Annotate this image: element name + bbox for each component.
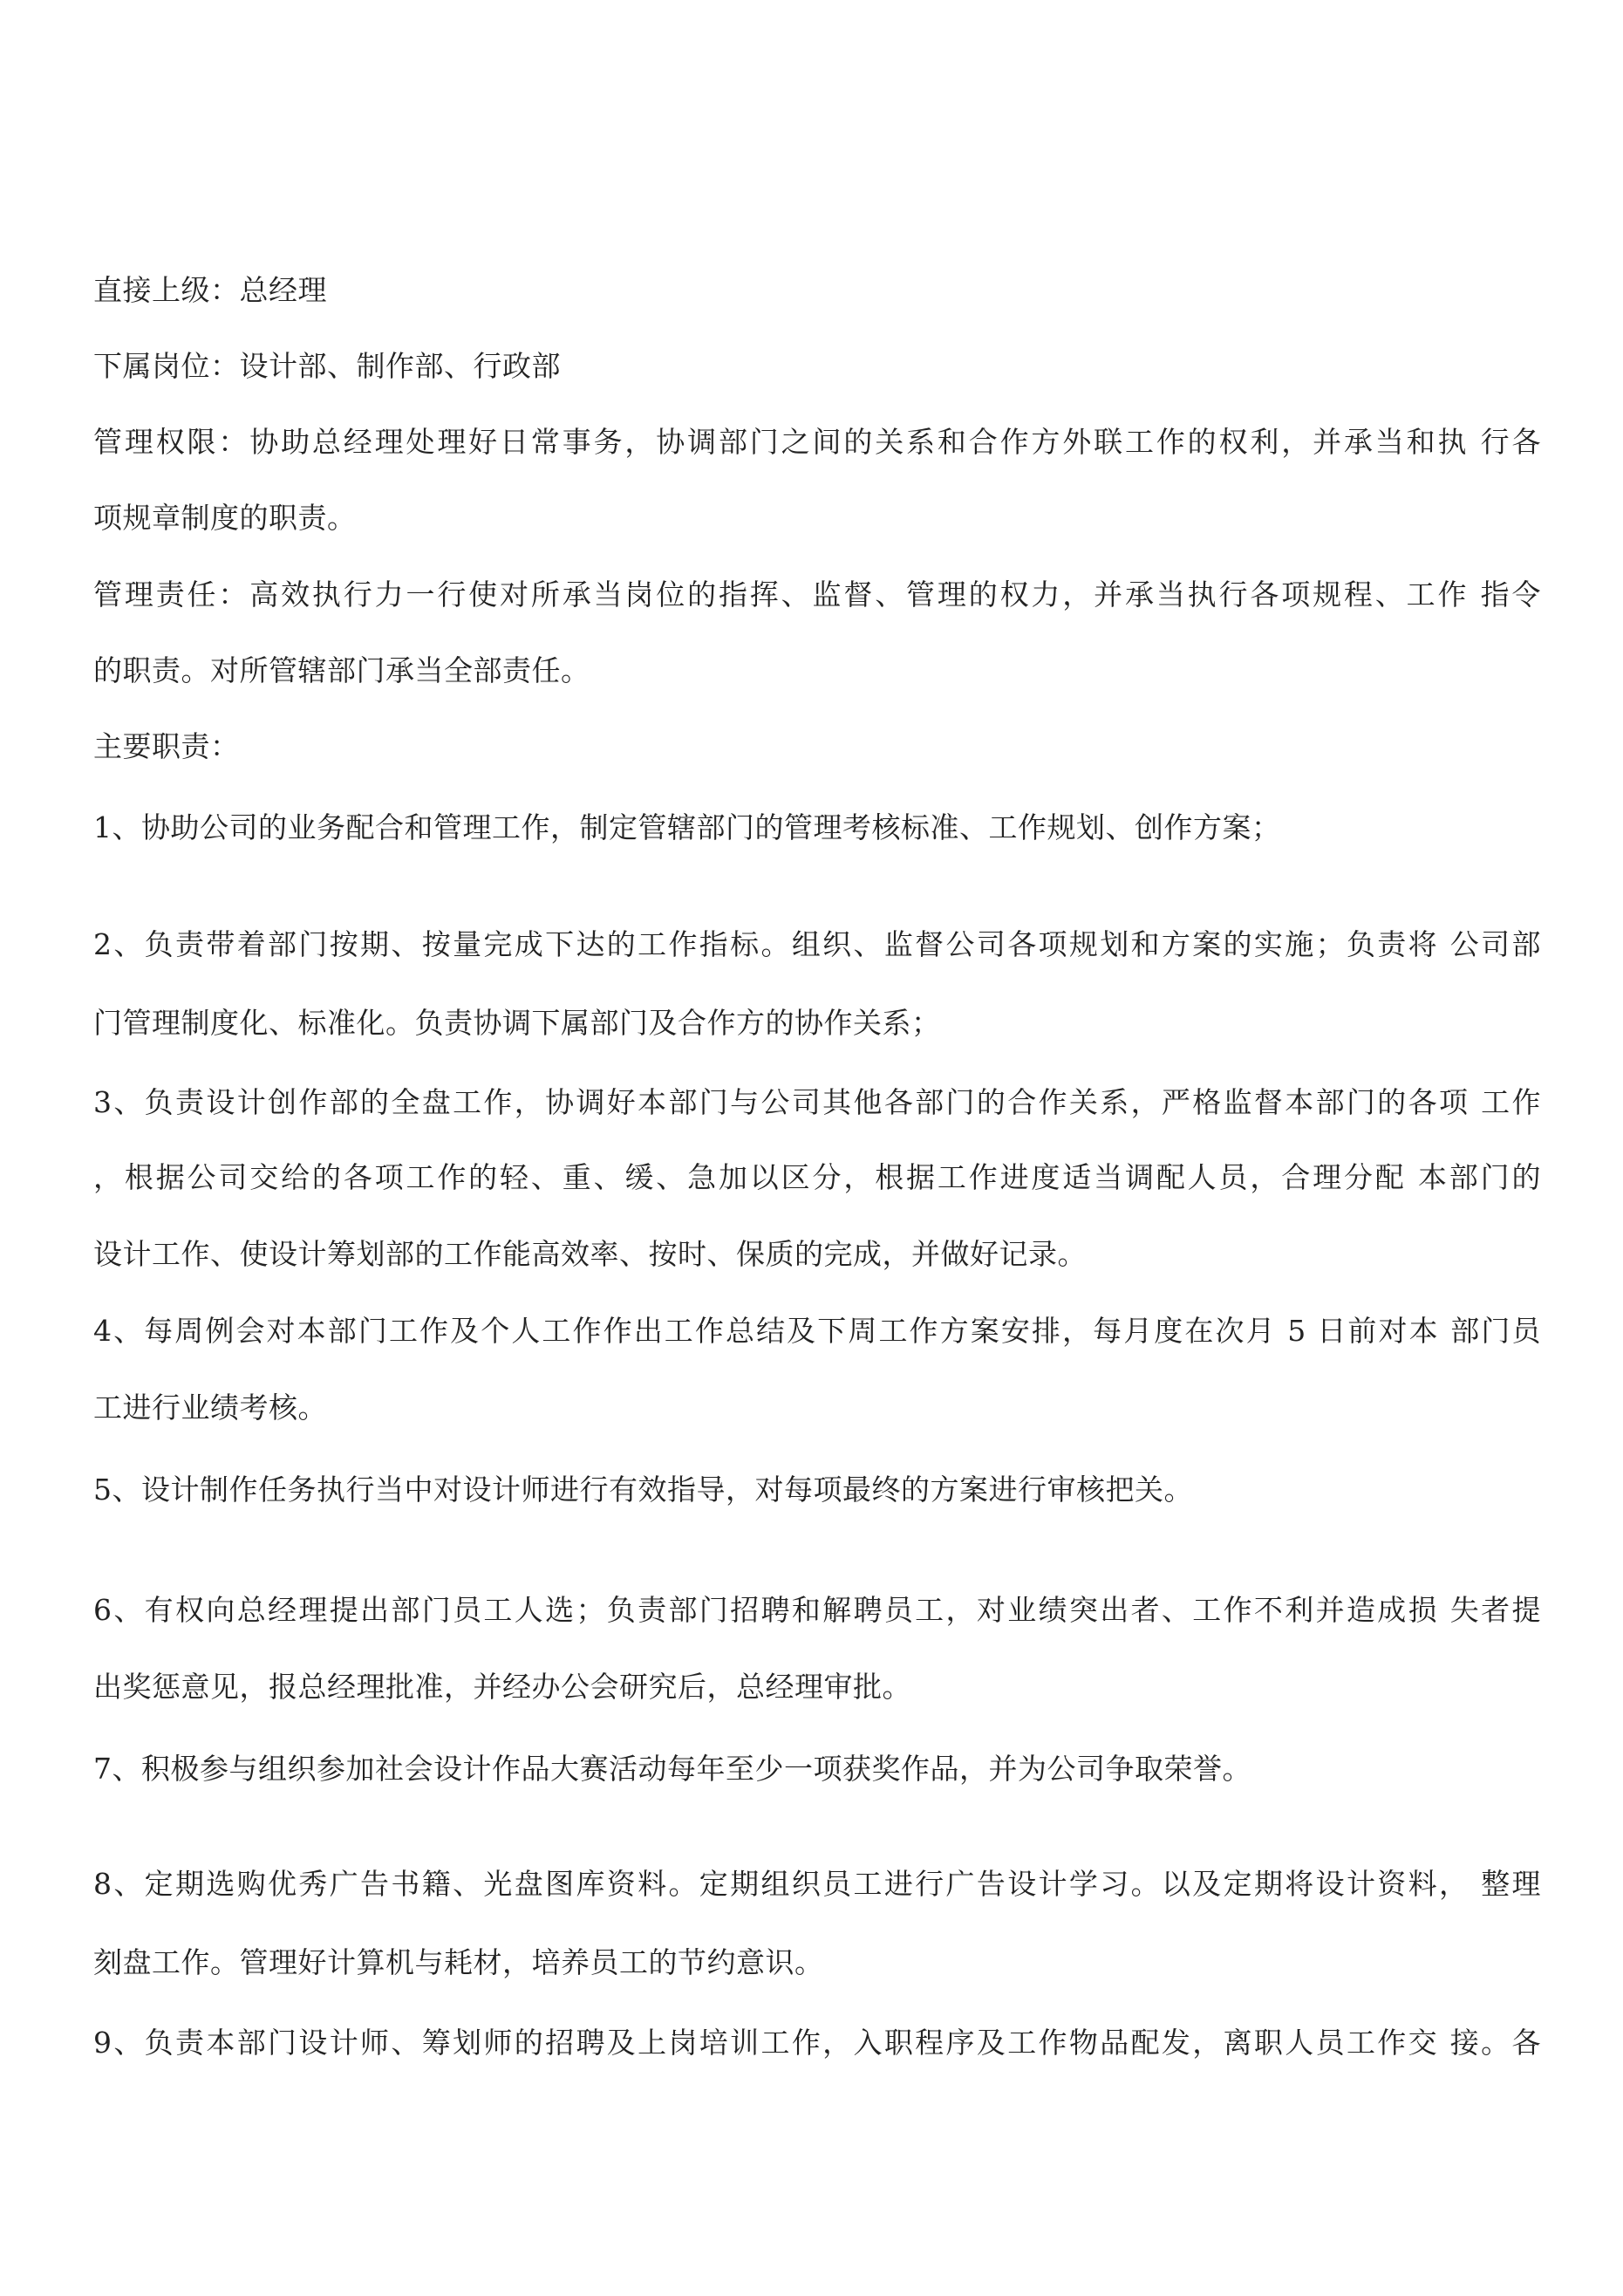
line-duty-3c: 设计工作、使设计筹划部的工作能高效率、按时、保质的完成，并做好记录。 — [93, 1237, 1087, 1271]
line-duty-2b: 门管理制度化、标准化。负责协调下属部门及合作方的协作关系； — [93, 1006, 941, 1040]
line-main-duties-heading: 主要职责： — [93, 729, 240, 763]
line-duty-7: 7、积极参与组织参加社会设计作品大赛活动每年至少一项获奖作品，并为公司争取荣誉。 — [93, 1752, 1251, 1786]
line-duty-2a: 2、负责带着部门按期、按量完成下达的工作指标。组织、监督公司各项规划和方案的实施；负责将 公司部 — [93, 927, 1541, 961]
line-management-responsibility-2: 的职责。对所管辖部门承当全部责任。 — [93, 653, 590, 687]
line-management-authority-2: 项规章制度的职责。 — [93, 501, 357, 535]
line-management-responsibility-1: 管理责任：高效执行力一行使对所承当岗位的指挥、监督、管理的权力，并承当执行各项规程、工作 指令 — [93, 577, 1541, 612]
line-duty-1: 1、协助公司的业务配合和管理工作，制定管辖部门的管理考核标准、工作规划、创作方案； — [93, 810, 1281, 844]
line-duty-4b: 工进行业绩考核。 — [93, 1391, 327, 1425]
line-duty-3b: ，根据公司交给的各项工作的轻、重、缓、急加以区分，根据工作进度适当调配人员，合理分配 本部门的 — [93, 1160, 1541, 1194]
line-duty-8b: 刻盘工作。管理好计算机与耗材，培养员工的节约意识。 — [93, 1945, 824, 1979]
line-duty-8a: 8、定期选购优秀广告书籍、光盘图库资料。定期组织员工进行广告设计学习。以及定期将设计资料， 整理 — [93, 1867, 1541, 1901]
line-duty-3a: 3、负责设计创作部的全盘工作，协调好本部门与公司其他各部门的合作关系，严格监督本部门的各项 工作 — [93, 1085, 1541, 1119]
line-duty-6b: 出奖惩意见，报总经理批准，并经办公会研究后，总经理审批。 — [93, 1670, 911, 1704]
line-direct-superior: 直接上级：总经理 — [93, 273, 327, 307]
line-duty-6a: 6、有权向总经理提出部门员工人选；负责部门招聘和解聘员工，对业绩突出者、工作不利并造成损 失者提 — [93, 1593, 1541, 1627]
line-subordinate-posts: 下属岗位：设计部、制作部、行政部 — [93, 349, 561, 383]
line-duty-5: 5、设计制作任务执行当中对设计师进行有效指导，对每项最终的方案进行审核把关。 — [93, 1473, 1193, 1507]
line-duty-4a: 4、每周例会对本部门工作及个人工作作出工作总结及下周工作方案安排，每月度在次月 5 日前对本 部门员 — [93, 1314, 1541, 1348]
line-management-authority-1: 管理权限：协助总经理处理好日常事务，协调部门之间的关系和合作方外联工作的权利，并承当和执 行各 — [93, 425, 1541, 459]
line-duty-9a: 9、负责本部门设计师、筹划师的招聘及上岗培训工作，入职程序及工作物品配发，离职人员工作交 接。各 — [93, 2026, 1541, 2060]
